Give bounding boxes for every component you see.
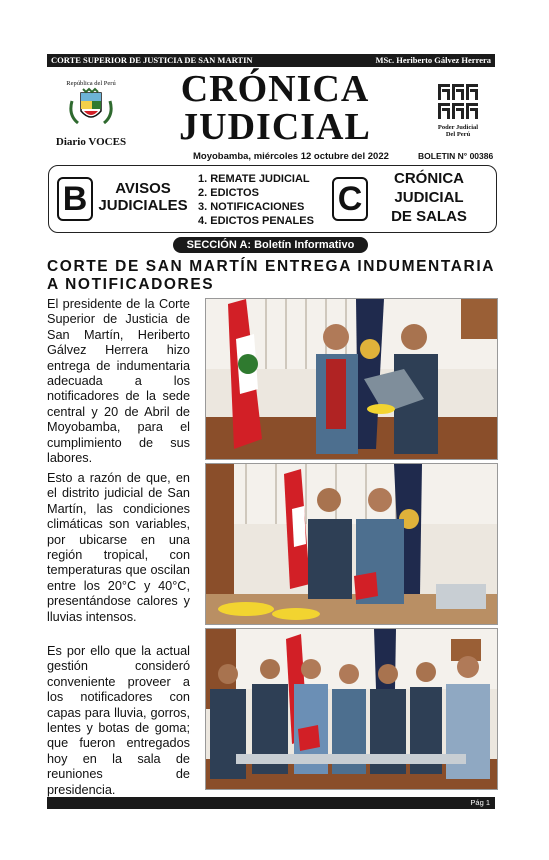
cronica-de-salas xyxy=(374,169,484,226)
masthead-line2: JUDICIAL xyxy=(179,106,371,148)
list-item: 2. EDICTOS xyxy=(198,187,259,199)
cronica-line2: JUDICIAL xyxy=(394,189,464,206)
seal-republic-text: República del Perú xyxy=(66,80,116,87)
section-label: SECCIÓN A: Boletín Informativo xyxy=(173,237,368,253)
header-bar xyxy=(47,54,495,67)
header-left-text: CORTE SUPERIOR DE JUSTICIA DE SAN MARTIN xyxy=(51,55,253,65)
letter-b-badge: B xyxy=(57,177,93,221)
masthead xyxy=(170,70,380,146)
article-paragraph: Es por ello que la actual gestión consideró conveniente proveer a los notificadores con capas para lluvia, gorros, lentes y botas de goma; que fueron entregados hoy en la sala de reuniones de presidencia. xyxy=(47,644,190,797)
list-item: 3. NOTIFICACIONES xyxy=(198,201,305,213)
photo-group-all xyxy=(205,628,498,790)
letter-c-badge: C xyxy=(332,177,368,221)
dateline: Moyobamba, miércoles 12 octubre del 2022 xyxy=(193,151,389,162)
pj-line2: Del Perú xyxy=(445,131,471,138)
article-paragraph: El presidente de la Corte Superior de Justicia de San Martín, Heriberto Gálvez Herrera hizo entrega de indumentaria adecuada a los notificadores de la sede central y 20 de Abril de Moyobamba, para el cumplimiento de sus labores. xyxy=(47,297,190,466)
page-number: Pág 1 xyxy=(470,798,490,807)
poder-judicial-icon xyxy=(436,82,480,122)
coat-of-arms-icon xyxy=(68,87,114,129)
footer-bar xyxy=(47,797,495,809)
boletin-number: BOLETIN N° 00386 xyxy=(418,151,494,161)
avisos-line1: AVISOS xyxy=(115,180,171,197)
masthead-line1: CRÓNICA xyxy=(180,68,370,110)
article-paragraph: Esto a razón de que, en el distrito judicial de San Martín, las condiciones climáticas son variables, por ubicarse en una región tropical, con temperaturas que oscilan entre los 20°C y 40°C, presentándose calores y lluvias intensos. xyxy=(47,471,190,624)
sections-box xyxy=(48,165,497,233)
cronica-line1: CRÓNICA xyxy=(394,170,464,187)
avisos-line2: JUDICIALES xyxy=(98,197,188,214)
avisos-list xyxy=(198,172,314,228)
header-author: MSc. Heriberto Gálvez Herrera xyxy=(375,55,491,65)
poder-judicial-logo xyxy=(428,82,488,138)
article-headline: CORTE DE SAN MARTÍN ENTREGA INDUMENTARIA A NOTIFICADORES xyxy=(47,258,495,293)
pj-line1: Poder Judicial xyxy=(437,124,479,131)
peru-seal xyxy=(54,80,128,154)
list-item: 1. REMATE JUDICIAL xyxy=(198,173,310,185)
cronica-line3: DE SALAS xyxy=(391,208,467,225)
list-item: 4. EDICTOS PENALES xyxy=(198,215,314,227)
brand-voces: Diario VOCES xyxy=(55,136,127,148)
photo-group-two xyxy=(205,463,498,625)
photo-handover xyxy=(205,298,498,460)
avisos-judiciales xyxy=(93,180,193,214)
